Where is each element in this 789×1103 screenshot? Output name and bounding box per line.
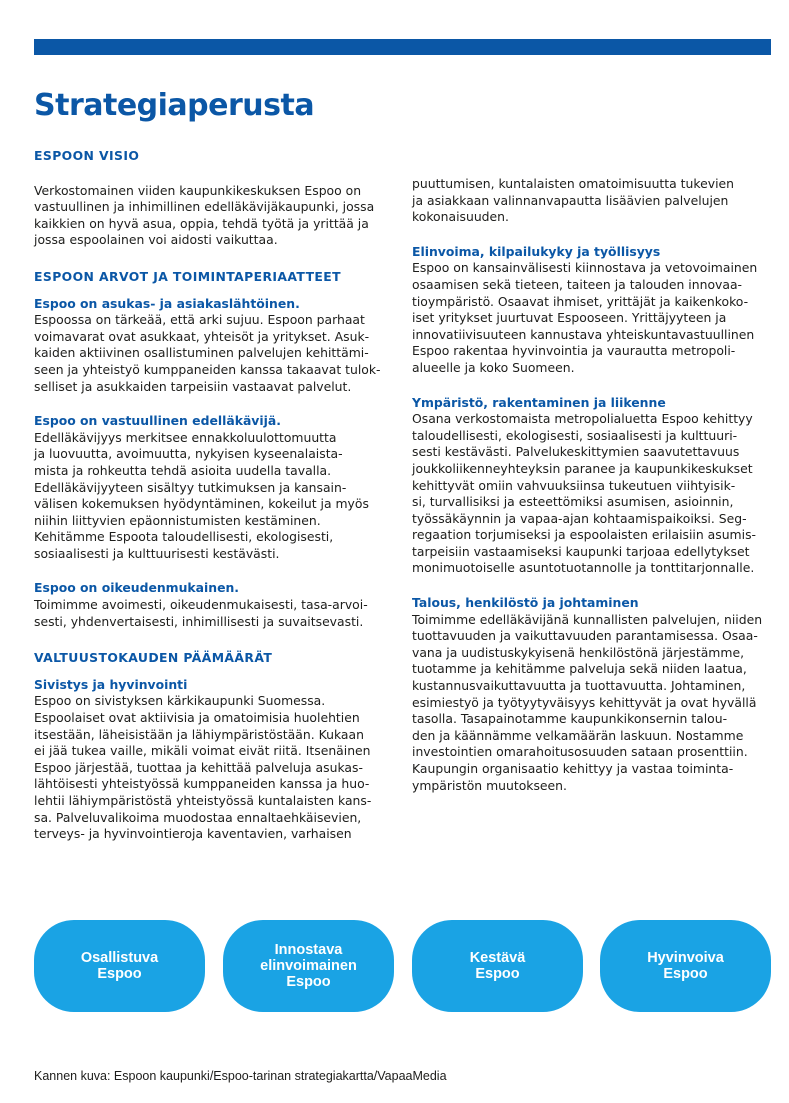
top-color-bar <box>34 39 771 55</box>
oikeudenmukainen-text: Toimimme avoimesti, oikeudenmukaisesti, tasa-arvoi- sesti, yhdenvertaisesti, inhimillisesti ja suvaitsevasti. <box>34 597 368 629</box>
right-column <box>412 176 772 794</box>
talous-text: Toimimme edelläkävijänä kunnallisten palvelujen, niiden tuottavuuden ja vaikuttavuuden parantamisessa. Osaa- vana ja uudistuskykyisenä henkilöstönä järjestämme, tuotamme ja kehitämme palveluja sekä niiden laatua, kustannusvaikuttavuutta ja tuottavuutta. Johtaminen, esimiestyö ja työtyytyväisyys kehittyvät ja ovat hyvällä tasolla. Tasapainotamme kaupunkikonsernin talou- den ja käännämme velkamäärän laskuun. Nostamme investointien omarahoitusosuuden sataan prosenttiin. Kaupungin organisaatio kehittyy ja vastaa toiminta- ympäristön muutokseen. <box>412 611 763 793</box>
ymparisto-heading: Ympäristö, rakentaminen ja liikenne <box>412 394 666 410</box>
asukas-text: Espoossa on tärkeää, että arki sujuu. Espoon parhaat voimavarat ovat asukkaat, yhteisöt ja yritykset. Asuk- kaiden aktiivinen osallistuminen palvelujen kehittämi- seen ja yhteistyö kumppaneiden kanssa takaavat tulok- selliset ja asukkaiden tarpeisiin vastaavat palvelut. <box>34 312 381 394</box>
paamaarat-heading: VALTUUSTOKAUDEN PÄÄMÄÄRÄT <box>34 650 273 666</box>
pill-kestava: Kestävä Espoo <box>412 920 583 1012</box>
cover-credit: Kannen kuva: Espoon kaupunki/Espoo-tarinan strategiakartta/VapaaMedia <box>34 1069 447 1083</box>
arvot-heading: ESPOON ARVOT JA TOIMINTAPERIAATTEET <box>34 268 341 284</box>
talous-heading: Talous, henkilöstö ja johtaminen <box>412 595 639 611</box>
sivistys-text: Espoo on sivistyksen kärkikaupunki Suomessa. Espoolaiset ovat aktiivisia ja omatoimisia huolehtien itsestään, läheisistään ja lähiympäristöstään. Kukaan ei jää tukea vaille, mikäli voimat eivät riitä. Itsenäinen Espoo järjestää, tuottaa ja kehittää palveluja asukas- lähtöisesti yhteistyössä kumppaneiden kanssa ja huo- lehtii lähiympäristöstä yhteistyössä kuntalaisten kans- sa. Palveluvalikoima muodostaa ennaltaehkäisevien, terveys- ja hyvinvointieroja kaventavien, varhaisen <box>34 693 372 842</box>
visio-text: Verkostomainen viiden kaupunkikeskuksen Espoo on vastuullinen ja inhimillinen edelläkävijäkaupunki, jossa kaikkien on hyvä asua, oppia, tehdä työtä ja yrittää ja jossa espoolainen voi aidosti vaikuttaa. <box>34 182 375 248</box>
pill-osallistuva: Osallistuva Espoo <box>34 920 205 1012</box>
value-pills <box>34 920 771 1012</box>
pill-innostava: Innostava elinvoimainen Espoo <box>223 920 394 1012</box>
edellakavija-text: Edelläkävijyys merkitsee ennakkoluulottomuutta ja luovuutta, avoimuutta, nykyisen kyseenalaista- mista ja rohkeutta tehdä asioita uudella tavalla. Edelläkävijyyteen sisältyy tutkimuksen ja kansain- välisen kokemuksen hyödyntäminen, kokeilut ja myös niihin liittyvien epäonnistumisten kestäminen. Kehitämme Espoota taloudellisesti, ekologisesti, sosiaalisesti ja kulttuurisesti kestävästi. <box>34 429 369 561</box>
visio-heading: ESPOON VISIO <box>34 148 140 163</box>
edellakavija-heading: Espoo on vastuullinen edelläkävijä. <box>34 413 281 429</box>
elinvoima-text: Espoo on kansainvälisesti kiinnostava ja vetovoimainen osaamisen sekä tieteen, taiteen ja talouden innovaa- tioympäristö. Osaavat ihmiset, yrittäjät ja kaikenkoko- iset yritykset juurtuvat Espooseen. Yrittäjyyteen ja innovatiivisuuteen kannustava yhteiskuntavastuullinen Espoo rakentaa hyvinvointia ja vaurautta metropoli- alueelle ja koko Suomeen. <box>412 260 758 375</box>
sivistys-continued-text: puuttumisen, kuntalaisten omatoimisuutta tukevien ja asiakkaan valinnanvapautta lisäävien palvelujen kokonaisuuden. <box>412 176 734 225</box>
oikeudenmukainen-heading: Espoo on oikeudenmukainen. <box>34 580 240 596</box>
sivistys-heading: Sivistys ja hyvinvointi <box>34 676 188 692</box>
pill-hyvinvoiva: Hyvinvoiva Espoo <box>600 920 771 1012</box>
elinvoima-heading: Elinvoima, kilpailukyky ja työllisyys <box>412 243 661 259</box>
page-title: Strategiaperusta <box>34 88 315 123</box>
left-column <box>34 148 386 843</box>
ymparisto-text: Osana verkostomaista metropolialuetta Espoo kehittyy taloudellisesti, ekologisesti, sosiaalisesti ja kulttuuri- sesti kestävästi. Palvelukeskittymien saavutettavuus joukkoliikenneyhteyksin paranee ja kaupunkikeskukset kehittyvät omiin vahvuuksiinsa tukeutuen viihtyisik- si, turvallisiksi ja esteettömiksi asumisen, asioinnin, työssäkäynnin ja vapaa-ajan kohtaamispaikoiksi. Seg- regaation torjumiseksi ja espoolaisten erilaisiin asumis- tarpeisiin vastaamiseksi kaupunki tarjoaa edellytykset monimuotoiselle asuntotuotannolle ja tonttitarjonnalle. <box>412 411 756 576</box>
asukas-heading: Espoo on asukas- ja asiakaslähtöinen. <box>34 295 300 311</box>
